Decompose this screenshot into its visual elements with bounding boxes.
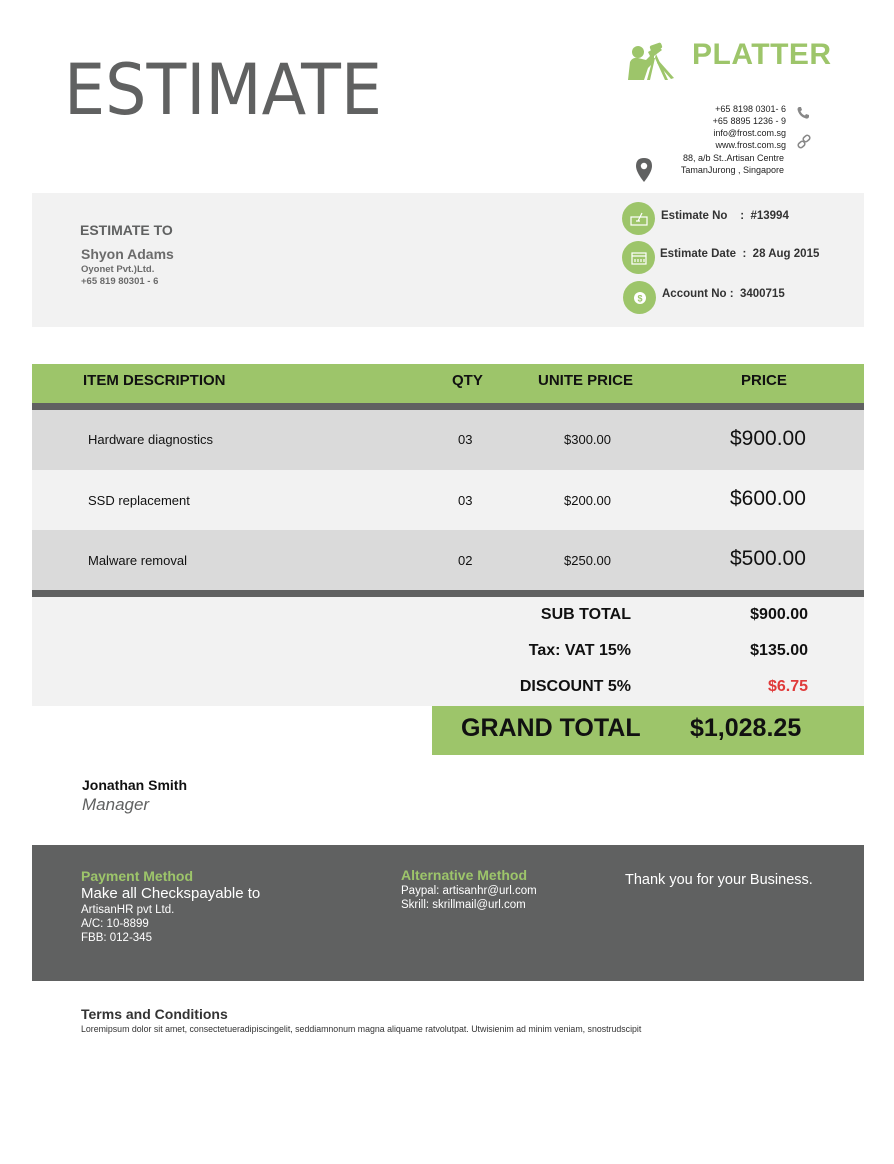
alternative-method-heading: Alternative Method <box>401 867 528 883</box>
row-price: $600.00 <box>730 487 806 510</box>
row-unit-price: $300.00 <box>564 432 611 447</box>
estimate-date-label: Estimate Date : <box>660 248 753 260</box>
email-link[interactable]: info@frost.com.sg <box>713 128 786 138</box>
dollar-coin-icon <box>623 281 656 314</box>
payment-instruction: Make all Checkspayable to <box>81 885 261 902</box>
header-qty: QTY <box>452 372 483 389</box>
discount-label: DISCOUNT 5% <box>519 678 631 695</box>
signatory-name: Jonathan Smith <box>82 777 188 793</box>
row-qty: 03 <box>458 493 473 508</box>
row-description: Hardware diagnostics <box>88 432 214 447</box>
estimate-no-icon <box>622 202 655 235</box>
row-description: Malware removal <box>88 553 187 568</box>
address-line-1: 88, a/b St..Artisan Centre <box>682 153 784 163</box>
payment-details <box>81 903 174 945</box>
row-qty: 02 <box>458 553 473 568</box>
link-icon <box>796 134 812 150</box>
photographer-logo-icon <box>624 40 676 82</box>
estimate-date-value: 28 Aug 2015 <box>752 248 820 260</box>
row-description: SSD replacement <box>88 493 190 508</box>
alternative-details <box>401 884 537 912</box>
terms-title: Terms and Conditions <box>81 1006 228 1022</box>
discount-value: $6.75 <box>767 678 808 695</box>
estimate-no-row <box>661 210 789 222</box>
subtotal-label: SUB TOTAL <box>540 606 631 623</box>
svg-text:$: $ <box>636 293 643 303</box>
client-company: Oyonet Pvt.)Ltd. <box>81 264 155 275</box>
tax-label: Tax: VAT 15% <box>528 642 631 659</box>
account-no-row <box>662 288 785 300</box>
grand-total-label: GRAND TOTAL <box>461 714 641 742</box>
paypal-email[interactable]: Paypal: artisanhr@url.com <box>401 885 537 897</box>
payment-account: A/C: 10-8899 <box>81 918 149 930</box>
estimate-to-label: ESTIMATE TO <box>80 222 173 238</box>
header-unit-price: UNITE PRICE <box>538 372 634 389</box>
row-qty: 03 <box>458 432 473 447</box>
row-unit-price: $200.00 <box>564 493 611 508</box>
grand-total-value: $1,028.25 <box>690 714 802 742</box>
document-title: ESTIMATE <box>64 49 382 131</box>
brand-name: PLATTER <box>692 38 832 71</box>
skrill-email[interactable]: Skrill: skrillmail@url.com <box>401 899 526 911</box>
account-no-label: Account No : <box>662 288 740 300</box>
row-price: $900.00 <box>730 427 806 450</box>
row-unit-price: $250.00 <box>564 553 611 568</box>
phone-icon <box>796 106 810 120</box>
tax-value: $135.00 <box>750 642 808 659</box>
address-block <box>681 153 784 176</box>
phone-1: +65 8198 0301- 6 <box>715 104 786 114</box>
subtotal-value: $900.00 <box>750 606 808 623</box>
payment-fbb: FBB: 012-345 <box>81 932 152 944</box>
address-line-2: TamanJurong , Singapore <box>680 164 784 175</box>
estimate-date-row <box>660 248 819 260</box>
calendar-icon <box>622 241 655 274</box>
header-description: ITEM DESCRIPTION <box>83 372 226 389</box>
payment-company: ArtisanHR pvt Ltd. <box>81 904 175 916</box>
header-price: PRICE <box>741 372 787 389</box>
signatory-title: Manager <box>82 795 150 814</box>
payment-method-heading: Payment Method <box>81 868 194 884</box>
client-phone: +65 819 80301 - 6 <box>81 276 159 287</box>
client-name: Shyon Adams <box>81 246 174 262</box>
phone-2: +65 8895 1236 - 9 <box>712 115 786 126</box>
estimate-no-label: Estimate No : <box>661 210 751 222</box>
account-no-value: 3400715 <box>739 288 785 300</box>
location-pin-icon <box>636 158 652 182</box>
terms-text: Loremipsum dolor sit amet, consectetueradipiscingelit, seddiamnonum magna aliquame ratvolutpat. Utwisienim ad minim veniam, snostrudscipit <box>81 1024 642 1034</box>
website-link[interactable]: www.frost.com.sg <box>715 139 786 150</box>
estimate-no-value: #13994 <box>750 210 789 222</box>
thank-you-message: Thank you for your Business. <box>625 872 813 888</box>
table-divider-top <box>32 403 864 410</box>
row-price: $500.00 <box>730 547 806 570</box>
table-divider-bottom <box>32 590 864 597</box>
contact-block <box>713 104 786 151</box>
